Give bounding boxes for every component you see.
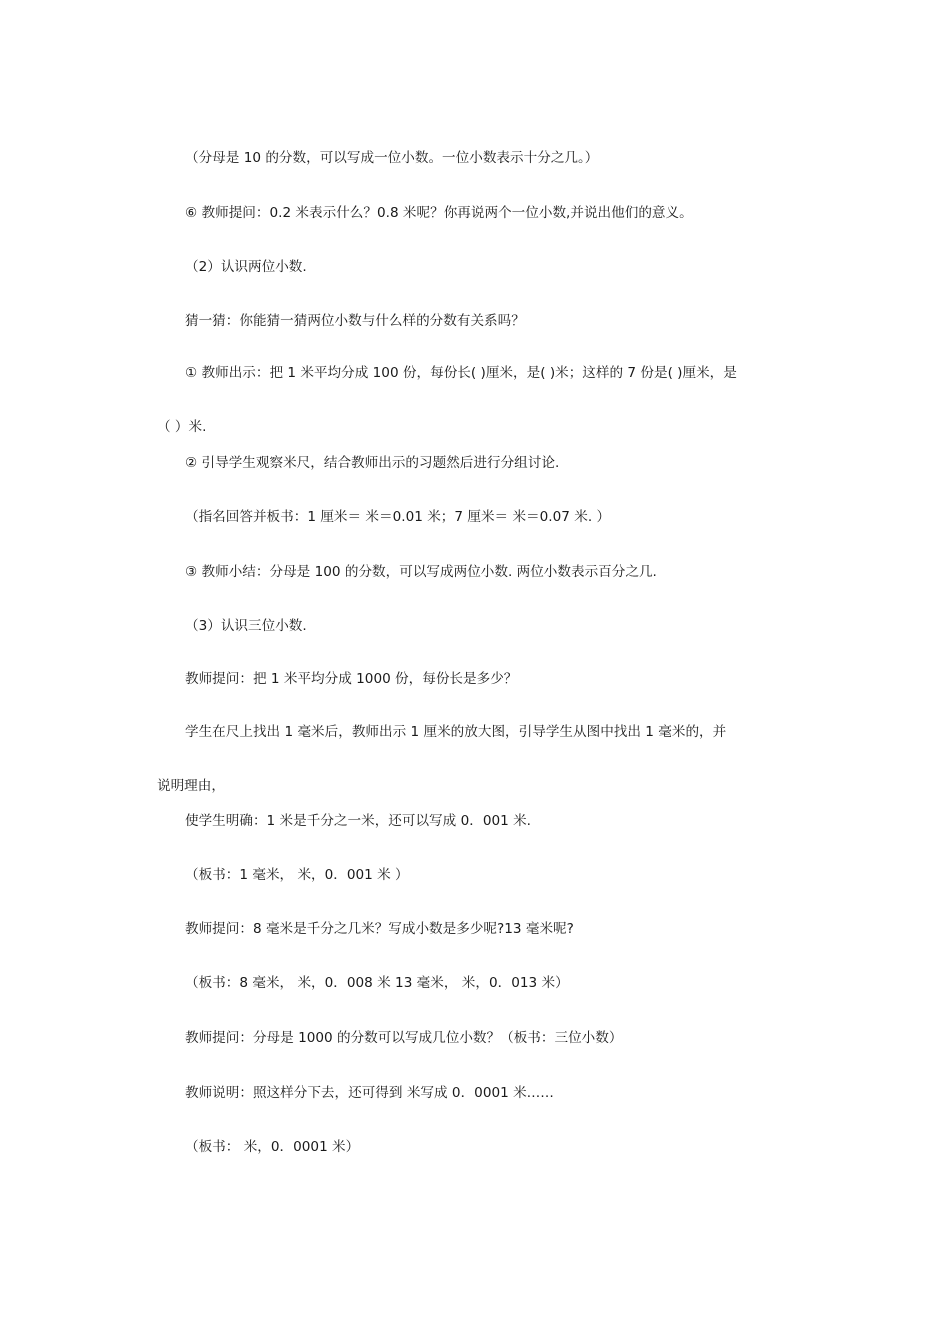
paragraph-teacher-question-thousand-denominator: 教师提问：分母是 1000 的分数可以写成几位小数？（板书：三位小数） — [185, 1030, 623, 1046]
paragraph-teacher-question-eight-mm: 教师提问：8 毫米是千分之几米？写成小数是多少呢?13 毫米呢? — [185, 921, 574, 937]
paragraph-blackboard-ten-thousandth: （板书： 米，0．0001 米） — [185, 1139, 360, 1155]
paragraph-section-three-decimals: （3）认识三位小数. — [185, 618, 307, 634]
paragraph-student-clarify: 使学生明确：1 米是千分之一米，还可以写成 0．001 米. — [185, 813, 531, 829]
paragraph-teacher-summary: ③ 教师小结：分母是 100 的分数，可以写成两位小数. 两位小数表示百分之几. — [185, 564, 657, 580]
paragraph-decimal-fraction-note: （分母是 10 的分数，可以写成一位小数。一位小数表示十分之几。） — [185, 150, 599, 166]
paragraph-blackboard-eight-thirteen-mm: （板书：8 毫米， 米，0．008 米 13 毫米， 米，0．013 米） — [185, 975, 569, 991]
paragraph-group-discussion: ② 引导学生观察米尺，结合教师出示的习题然后进行分组讨论. — [185, 455, 560, 471]
paragraph-blackboard-centimeter: （指名回答并板书：1 厘米＝ 米＝0.01 米；7 厘米＝ 米＝0.07 米. ） — [185, 509, 611, 525]
paragraph-teacher-display: ① 教师出示：把 1 米平均分成 100 份，每份长( )厘米，是( )米；这样的 7 份是( )厘米，是（ ）米. — [157, 365, 737, 435]
paragraph-student-find-millimeter: 学生在尺上找出 1 毫米后，教师出示 1 厘米的放大图，引导学生从图中找出 1 毫米的，并说明理由， — [157, 724, 727, 794]
paragraph-teacher-explain: 教师说明：照这样分下去，还可得到 米写成 0．0001 米…… — [185, 1085, 554, 1101]
paragraph-section-two-decimals: （2）认识两位小数. — [185, 259, 307, 275]
paragraph-guess: 猜一猜：你能猜一猜两位小数与什么样的分数有关系吗？ — [185, 313, 525, 329]
paragraph-teacher-question-thousand: 教师提问：把 1 米平均分成 1000 份，每份长是多少？ — [185, 671, 518, 687]
paragraph-blackboard-millimeter: （板书：1 毫米， 米，0．001 米 ） — [185, 867, 409, 883]
paragraph-teacher-question-decimals: ⑥ 教师提问：0.2 米表示什么？0.8 米呢？你再说两个一位小数,并说出他们的意义。 — [185, 205, 693, 221]
